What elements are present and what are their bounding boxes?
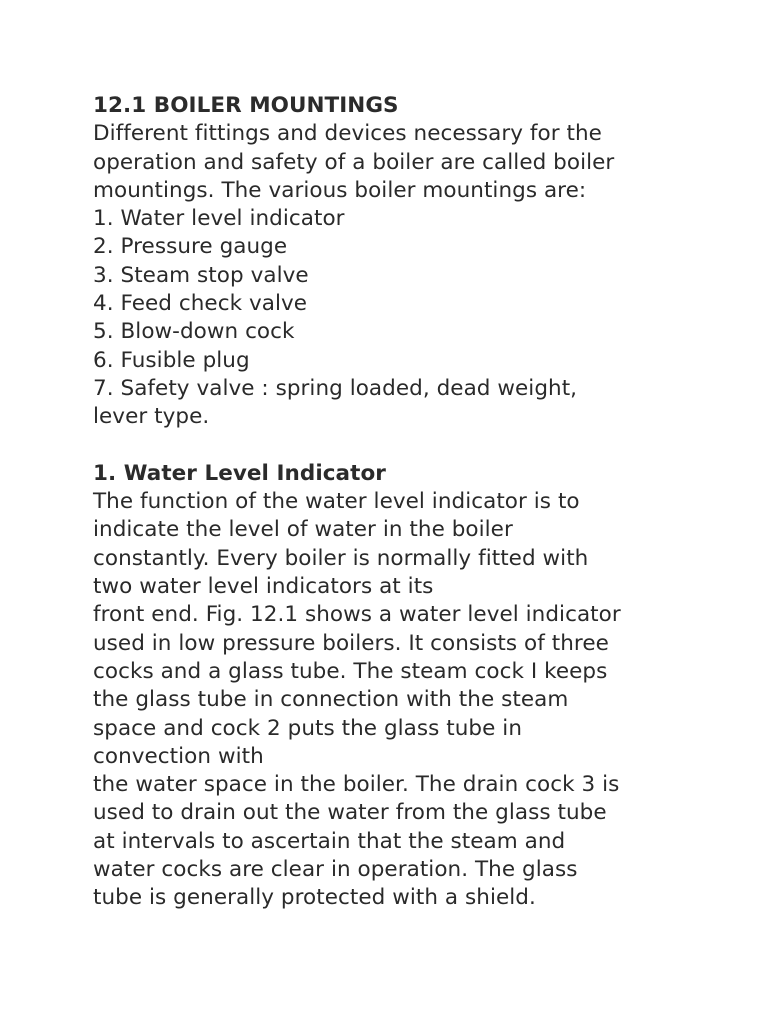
body-line: the glass tube in connection with the steam <box>93 687 569 713</box>
body-line: at intervals to ascertain that the steam and <box>93 828 566 854</box>
body-line: the water space in the boiler. The drain cock 3 is <box>93 772 620 798</box>
list-item: 3. Steam stop valve <box>93 262 309 288</box>
list-item: 7. Safety valve : spring loaded, dead weight, <box>93 375 578 401</box>
paragraph-spacer <box>93 432 758 460</box>
body-line: convection with <box>93 743 264 769</box>
subsection-title: 1. Water Level Indicator <box>93 460 386 486</box>
list-item: lever type. <box>93 404 210 430</box>
body-line: water cocks are clear in operation. The glass <box>93 857 578 883</box>
body-line: indicate the level of water in the boiler <box>93 517 513 543</box>
section-title: 12.1 BOILER MOUNTINGS <box>93 93 399 118</box>
list-item: 6. Fusible plug <box>93 347 250 373</box>
body-line: constantly. Every boiler is normally fitted with <box>93 545 589 571</box>
body-line: used in low pressure boilers. It consists of three <box>93 630 609 656</box>
document-page <box>93 92 758 913</box>
body-line: The function of the water level indicator is to <box>93 489 580 515</box>
body-line: used to drain out the water from the glass tube <box>93 800 607 826</box>
list-item: 2. Pressure gauge <box>93 234 288 260</box>
body-line: tube is generally protected with a shield. <box>93 885 536 911</box>
intro-line: Different fittings and devices necessary for the <box>93 121 602 147</box>
body-line: two water level indicators at its <box>93 574 434 600</box>
list-item: 5. Blow-down cock <box>93 319 295 345</box>
body-line: space and cock 2 puts the glass tube in <box>93 715 522 741</box>
intro-line: operation and safety of a boiler are called boiler <box>93 149 615 175</box>
list-item: 4. Feed check valve <box>93 291 308 317</box>
body-line: front end. Fig. 12.1 shows a water level indicator <box>93 602 621 628</box>
intro-line: mountings. The various boiler mountings are: <box>93 177 587 203</box>
list-item: 1. Water level indicator <box>93 206 345 232</box>
body-line: cocks and a glass tube. The steam cock I keeps <box>93 658 608 684</box>
